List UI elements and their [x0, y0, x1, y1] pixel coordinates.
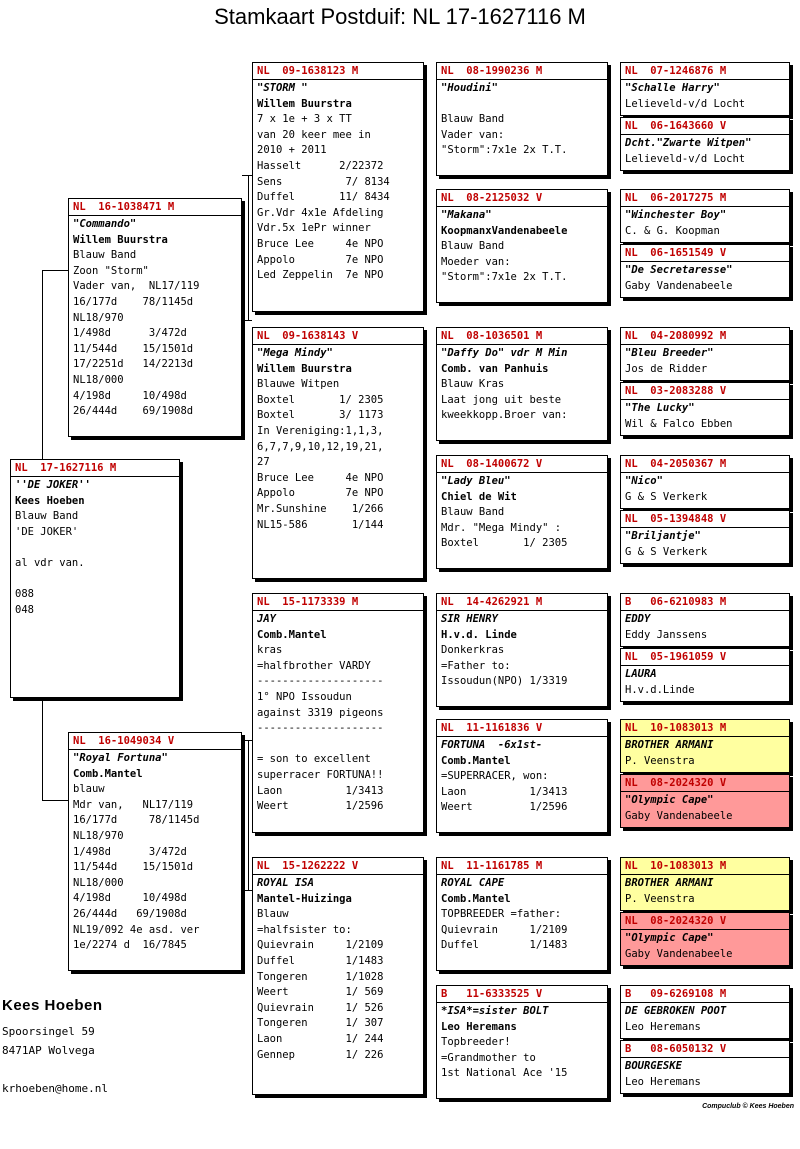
- ring-number: NL 08-2125032 V: [437, 190, 607, 207]
- pedigree-line: al vdr van.: [15, 556, 85, 569]
- pedigree-line: Laon 1/ 244: [257, 1032, 384, 1045]
- ring-number: NL 08-1400672 V: [437, 456, 607, 473]
- pedigree-line: Appolo 7e NPO: [257, 487, 384, 500]
- pedigree-line: Mantel-Huizinga: [257, 892, 352, 905]
- pigeon-owner: Gaby Vandenabeele: [625, 947, 733, 960]
- pedigree-line: Boxtel 3/ 1173: [257, 409, 384, 422]
- pedigree-line: 11/544d 15/1501d: [73, 342, 194, 355]
- pigeon-name: "Schalle Harry": [625, 82, 720, 94]
- pigeon-name: Dcht."Zwarte Witpen": [625, 137, 752, 149]
- pedigree-line: Led Zeppelin 7e NPO: [257, 269, 384, 282]
- pigeon-name: "Briljantje": [625, 530, 701, 542]
- pedigree-line: Bruce Lee 4e NPO: [257, 471, 384, 484]
- pedigree-line: NL15-586 1/144: [257, 518, 384, 531]
- ring-number: NL 10-1083013 M: [621, 720, 789, 737]
- pedigree-line: Leo Heremans: [441, 1020, 517, 1033]
- pedigree-line: "Lady Bleu": [441, 475, 511, 487]
- ring-number: NL 03-2083288 V: [621, 383, 789, 400]
- pedigree-line: 2010 + 2011: [257, 144, 327, 157]
- pedigree-line: superracer FORTUNA!!: [257, 768, 384, 781]
- pedigree-line: 4/198d 10/498d: [73, 389, 187, 402]
- pedigree-line: [15, 572, 175, 588]
- great-grandparent-card[interactable]: [436, 719, 608, 833]
- ring-number: NL 16-1049034 V: [69, 733, 241, 750]
- great-grandparent-card[interactable]: [436, 327, 608, 441]
- ring-number: NL 04-2080992 M: [621, 328, 789, 345]
- pedigree-line: =Grandmother to: [441, 1051, 536, 1064]
- pigeon-name: BOURGESKE: [625, 1060, 682, 1072]
- pigeon-owner: G & S Verkerk: [625, 490, 708, 503]
- pedigree-line: *ISA*=sister BOLT: [441, 1005, 549, 1017]
- pedigree-line: Vdr.5x 1ePr winner: [257, 222, 371, 235]
- pedigree-line: van 20 keer mee in: [257, 128, 371, 141]
- pedigree-line: Willem Buurstra: [73, 233, 168, 246]
- pedigree-line: 1e/2274 d 16/7845: [73, 939, 187, 952]
- pedigree-line: Gennep 1/ 226: [257, 1048, 384, 1061]
- pedigree-line: Donkerkras: [441, 644, 505, 657]
- pedigree-line: ROYAL CAPE: [441, 877, 505, 889]
- pedigree-line: Blauw Band: [441, 240, 505, 253]
- ring-number: NL 14-4262921 M: [437, 594, 607, 611]
- ancestor-card[interactable]: [620, 774, 790, 828]
- connector-line: [42, 700, 43, 800]
- pedigree-line: "Royal Fortuna": [73, 752, 168, 764]
- pedigree-line: H.v.d. Linde: [441, 628, 517, 641]
- pigeon-owner: P. Veenstra: [625, 754, 695, 767]
- ancestor-card[interactable]: [620, 327, 790, 381]
- pedigree-line: Topbreeder!: [441, 1036, 511, 1049]
- ring-number: B 09-6269108 M: [621, 986, 789, 1003]
- pedigree-line: Boxtel 1/ 2305: [441, 537, 568, 550]
- great-grandparent-card[interactable]: [436, 62, 608, 176]
- pedigree-line: "Daffy Do" vdr M Min: [441, 347, 568, 359]
- granddam-paternal-card[interactable]: [252, 327, 424, 579]
- connector-line: [248, 175, 249, 320]
- pedigree-line: = son to excellent: [257, 753, 371, 766]
- pigeon-name: "Winchester Boy": [625, 209, 727, 221]
- pedigree-line: 1/498d 3/472d: [73, 845, 187, 858]
- pedigree-line: Bruce Lee 4e NPO: [257, 237, 384, 250]
- pedigree-line: Vader van:: [441, 128, 505, 141]
- father-card[interactable]: [68, 198, 242, 437]
- pedigree-line: --------------------: [257, 722, 384, 735]
- ancestor-card[interactable]: [620, 117, 790, 171]
- pedigree-line: Willem Buurstra: [257, 362, 352, 375]
- grandsire-paternal-card[interactable]: [252, 62, 424, 312]
- pedigree-line: NL18/970: [73, 829, 124, 842]
- pigeon-owner: C. & G. Koopman: [625, 224, 720, 237]
- pedigree-line: Moeder van:: [441, 255, 511, 268]
- pedigree-line: Mr.Sunshine 1/266: [257, 502, 384, 515]
- pedigree-line: NL19/092 4e asd. ver: [73, 923, 200, 936]
- ancestor-card[interactable]: [620, 857, 790, 911]
- pigeon-name: EDDY: [625, 613, 651, 625]
- ancestor-card[interactable]: [620, 244, 790, 298]
- pedigree-line: 1° NPO Issoudun: [257, 690, 352, 703]
- pedigree-line: NL18/000: [73, 373, 124, 386]
- pigeon-owner: Gaby Vandenabeele: [625, 279, 733, 292]
- pedigree-line: "Makana": [441, 209, 492, 221]
- pedigree-line: 1/498d 3/472d: [73, 327, 187, 340]
- connector-line: [242, 320, 252, 321]
- connector-line: [242, 175, 252, 176]
- pigeon-name: "De Secretaresse": [625, 264, 733, 276]
- pedigree-line: Appolo 7e NPO: [257, 253, 384, 266]
- pedigree-line: =halfbrother VARDY: [257, 659, 371, 672]
- pigeon-owner: G & S Verkerk: [625, 545, 708, 558]
- footer-credit: Compuclub © Kees Hoeben: [702, 1103, 794, 1110]
- pedigree-line: Comb.Mantel: [257, 628, 327, 641]
- pedigree-line: In Vereniging:1,1,3,: [257, 424, 384, 437]
- ring-number: B 08-6050132 V: [621, 1041, 789, 1058]
- pedigree-line: Blauwe Witpen: [257, 378, 340, 391]
- pedigree-line: =Father to:: [441, 659, 511, 672]
- pedigree-line: [257, 737, 419, 753]
- pedigree-line: [441, 97, 603, 113]
- pedigree-line: Weert 1/ 569: [257, 986, 384, 999]
- pedigree-line: 4/198d 10/498d: [73, 892, 187, 905]
- pedigree-line: 088: [15, 588, 34, 601]
- pigeon-name: "The Lucky": [625, 402, 695, 414]
- pedigree-line: Laon 1/3413: [257, 784, 384, 797]
- pigeon-owner: Gaby Vandenabeele: [625, 809, 733, 822]
- connector-line: [248, 740, 249, 890]
- ring-number: NL 08-2024320 V: [621, 775, 789, 792]
- pedigree-line: 16/177d 78/1145d: [73, 295, 194, 308]
- pedigree-line: Blauw Kras: [441, 378, 505, 391]
- pedigree-line: =SUPERRACER, won:: [441, 770, 549, 783]
- pedigree-line: SIR HENRY: [441, 613, 498, 625]
- pigeon-name: "Olympic Cape": [625, 794, 714, 806]
- pedigree-line: NL18/970: [73, 311, 124, 324]
- pedigree-line: Vader van, NL17/119: [73, 280, 200, 293]
- pedigree-line: 11/544d 15/1501d: [73, 861, 194, 874]
- pedigree-line: Mdr van, NL17/119: [73, 798, 194, 811]
- great-grandparent-card[interactable]: [436, 455, 608, 569]
- ancestor-card[interactable]: [620, 719, 790, 773]
- pedigree-line: Quievrain 1/ 526: [257, 1001, 384, 1014]
- ring-number: NL 06-1651549 V: [621, 245, 789, 262]
- ring-number: NL 17-1627116 M: [11, 460, 179, 477]
- pedigree-line: blauw: [73, 783, 105, 796]
- pigeon-name: "Olympic Cape": [625, 932, 714, 944]
- pedigree-line: 26/444d 69/1908d: [73, 405, 194, 418]
- pedigree-line: Issoudun(NPO) 1/3319: [441, 675, 568, 688]
- pigeon-owner: Eddy Janssens: [625, 628, 708, 641]
- pedigree-line: [15, 540, 175, 556]
- pedigree-line: Duffel 1/1483: [257, 954, 384, 967]
- pigeon-name: BROTHER ARMANI: [625, 877, 714, 889]
- ancestor-card[interactable]: [620, 62, 790, 116]
- pedigree-line: Weert 1/2596: [257, 800, 384, 813]
- pigeon-name: "Nico": [625, 475, 663, 487]
- pedigree-line: "Mega Mindy": [257, 347, 333, 359]
- ring-number: NL 09-1638143 V: [253, 328, 423, 345]
- ring-number: NL 10-1083013 M: [621, 858, 789, 875]
- pedigree-line: Boxtel 1/ 2305: [257, 393, 384, 406]
- pedigree-line: Blauw Band: [441, 113, 505, 126]
- pedigree-line: ''DE JOKER'': [15, 479, 91, 491]
- owner-address-line2: 8471AP Wolvega: [2, 1044, 95, 1057]
- page-title: Stamkaart Postduif: NL 17-1627116 M: [214, 4, 586, 29]
- ancestor-card[interactable]: [620, 510, 790, 564]
- connector-line: [42, 800, 68, 801]
- pedigree-line: JAY: [257, 613, 276, 625]
- pedigree-line: 048: [15, 603, 34, 616]
- ancestor-card[interactable]: [620, 985, 790, 1039]
- ring-number: NL 05-1394848 V: [621, 511, 789, 528]
- ring-number: NL 08-1990236 M: [437, 63, 607, 80]
- pedigree-line: Tongeren 1/ 307: [257, 1017, 384, 1030]
- connector-line: [242, 740, 252, 741]
- ancestor-card[interactable]: [620, 648, 790, 702]
- pedigree-line: Duffel 11/ 8434: [257, 191, 390, 204]
- pedigree-line: =halfsister to:: [257, 923, 352, 936]
- ring-number: B 06-6210983 M: [621, 594, 789, 611]
- connector-line: [42, 270, 43, 460]
- pedigree-line: Sens 7/ 8134: [257, 175, 390, 188]
- pedigree-line: "STORM ": [257, 82, 308, 94]
- ancestor-card[interactable]: [620, 593, 790, 647]
- ring-number: B 11-6333525 V: [437, 986, 607, 1003]
- pigeon-name: "Bleu Breeder": [625, 347, 714, 359]
- pedigree-line: Tongeren 1/1028: [257, 970, 384, 983]
- ancestor-card[interactable]: [620, 455, 790, 509]
- pedigree-line: Comb. van Panhuis: [441, 362, 549, 375]
- pedigree-line: 27: [257, 456, 270, 469]
- great-grandparent-card[interactable]: [436, 593, 608, 707]
- pigeon-owner: Leo Heremans: [625, 1020, 701, 1033]
- owner-name: Kees Hoeben: [2, 997, 103, 1014]
- great-grandparent-card[interactable]: [436, 189, 608, 303]
- ring-number: NL 09-1638123 M: [253, 63, 423, 80]
- pedigree-line: TOPBREEDER =father:: [441, 908, 562, 921]
- pigeon-owner: Wil & Falco Ebben: [625, 417, 733, 430]
- pigeon-owner: Lelieveld-v/d Locht: [625, 97, 746, 110]
- pigeon-name: BROTHER ARMANI: [625, 739, 714, 751]
- ring-number: NL 06-1643660 V: [621, 118, 789, 135]
- ring-number: NL 11-1161785 M: [437, 858, 607, 875]
- pedigree-line: "Houdini": [441, 82, 498, 94]
- pigeon-name: LAURA: [625, 668, 657, 680]
- ring-number: NL 07-1246876 M: [621, 63, 789, 80]
- ring-number: NL 15-1173339 M: [253, 594, 423, 611]
- pedigree-line: Comb.Mantel: [73, 767, 143, 780]
- pedigree-line: Laat jong uit beste: [441, 393, 562, 406]
- pedigree-line: --------------------: [257, 675, 384, 688]
- ancestor-card[interactable]: [620, 382, 790, 436]
- connector-line: [42, 270, 68, 271]
- ancestor-card[interactable]: [620, 1040, 790, 1094]
- pedigree-line: 26/444d 69/1908d: [73, 907, 187, 920]
- pedigree-line: Weert 1/2596: [441, 801, 568, 814]
- pedigree-line: "Storm":7x1e 2x T.T.: [441, 271, 568, 284]
- pigeon-name: DE GEBROKEN POOT: [625, 1005, 727, 1017]
- pedigree-line: kras: [257, 644, 283, 657]
- pedigree-line: "Commando": [73, 218, 137, 230]
- ring-number: NL 08-2024320 V: [621, 913, 789, 930]
- pedigree-line: Gr.Vdr 4x1e Afdeling: [257, 206, 384, 219]
- pedigree-line: 17/2251d 14/2213d: [73, 358, 194, 371]
- pedigree-line: Laon 1/3413: [441, 785, 568, 798]
- pigeon-owner: P. Veenstra: [625, 892, 695, 905]
- mother-card[interactable]: [68, 732, 242, 971]
- pedigree-line: Blauw Band: [73, 249, 137, 262]
- subject-pigeon-card[interactable]: [10, 459, 180, 698]
- pedigree-line: Comb.Mantel: [441, 754, 511, 767]
- pedigree-line: 1st National Ace '15: [441, 1067, 568, 1080]
- pedigree-line: Zoon "Storm": [73, 264, 149, 277]
- pedigree-line: 'DE JOKER': [15, 525, 79, 538]
- pedigree-line: Blauw Band: [15, 510, 79, 523]
- granddam-maternal-card[interactable]: [252, 857, 424, 1095]
- pedigree-line: kweekkopp.Broer van:: [441, 409, 568, 422]
- pedigree-line: Willem Buurstra: [257, 97, 352, 110]
- pedigree-line: Blauw Band: [441, 506, 505, 519]
- pedigree-line: against 3319 pigeons: [257, 706, 384, 719]
- ring-number: NL 15-1262222 V: [253, 858, 423, 875]
- ring-number: NL 16-1038471 M: [69, 199, 241, 216]
- pigeon-owner: H.v.d.Linde: [625, 683, 695, 696]
- pedigree-line: NL18/000: [73, 876, 124, 889]
- pedigree-line: Blauw: [257, 908, 289, 921]
- pedigree-line: 16/177d 78/1145d: [73, 814, 200, 827]
- connector-line: [242, 890, 252, 891]
- owner-info: [2, 996, 108, 1098]
- great-grandparent-card[interactable]: [436, 985, 608, 1099]
- owner-address-line1: Spoorsingel 59: [2, 1025, 95, 1038]
- pigeon-owner: Leo Heremans: [625, 1075, 701, 1088]
- ring-number: NL 08-1036501 M: [437, 328, 607, 345]
- pedigree-line: Quievrain 1/2109: [441, 923, 568, 936]
- ancestor-card[interactable]: [620, 189, 790, 243]
- pigeon-owner: Lelieveld-v/d Locht: [625, 152, 746, 165]
- pigeon-owner: Jos de Ridder: [625, 362, 708, 375]
- ring-number: NL 04-2050367 M: [621, 456, 789, 473]
- pedigree-line: FORTUNA -6x1st-: [441, 739, 543, 751]
- pedigree-line: Comb.Mantel: [441, 892, 511, 905]
- pedigree-line: 7 x 1e + 3 x TT: [257, 113, 352, 126]
- grandsire-maternal-card[interactable]: [252, 593, 424, 833]
- ancestor-card[interactable]: [620, 912, 790, 966]
- ring-number: NL 06-2017275 M: [621, 190, 789, 207]
- pedigree-line: Duffel 1/1483: [441, 939, 568, 952]
- pedigree-line: Quievrain 1/2109: [257, 939, 384, 952]
- pedigree-line: Kees Hoeben: [15, 494, 85, 507]
- pedigree-line: Chiel de Wit: [441, 490, 517, 503]
- great-grandparent-card[interactable]: [436, 857, 608, 971]
- pedigree-line: ROYAL ISA: [257, 877, 314, 889]
- ring-number: NL 05-1961059 V: [621, 649, 789, 666]
- owner-email: krhoeben@home.nl: [2, 1082, 108, 1095]
- pedigree-line: Hasselt 2/22372: [257, 159, 384, 172]
- pedigree-line: "Storm":7x1e 2x T.T.: [441, 144, 568, 157]
- pedigree-line: KoopmanxVandenabeele: [441, 224, 568, 237]
- pedigree-line: 6,7,7,9,10,12,19,21,: [257, 440, 384, 453]
- pedigree-line: Mdr. "Mega Mindy" :: [441, 521, 562, 534]
- ring-number: NL 11-1161836 V: [437, 720, 607, 737]
